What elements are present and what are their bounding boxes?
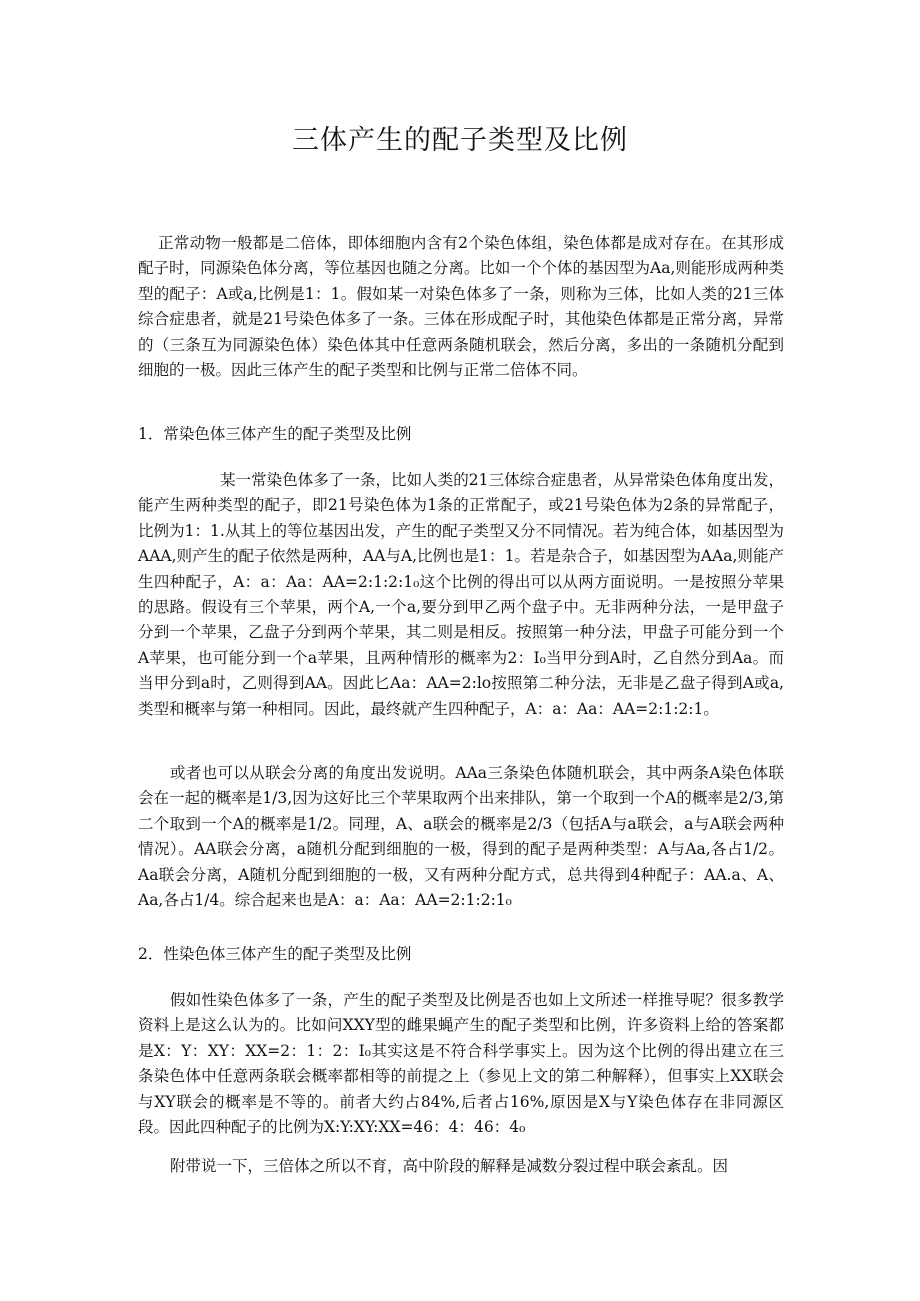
section-1-heading: 1．常染色体三体产生的配子类型及比例 bbox=[138, 425, 412, 443]
intro-paragraph: 正常动物一般都是二倍体，即体细胞内含有2个染色体组，染色体都是成对存在。在其形成配子时，同源染色体分离，等位基因也随之分离。比如一个个体的基因型为Aa,则能形成两种类型的配子：A或a,比例是1：1。假如某一对染色体多了一条，则称为三体，比如人类的21三体综合症患者，就是21号染色体多了一条。三体在形成配子时，其他染色体都是正常分离，异常的（三条互为同源染色体）染色体其中任意两条随机联会，然后分离，多出的一条随机分配到细胞的一极。因此三体产生的配子类型和比例与正常二倍体不同。 bbox=[138, 234, 784, 380]
section-1-paragraph-2: 或者也可以从联会分离的角度出发说明。AAa三条染色体随机联会，其中两条A染色体联会在一起的概率是1/3,因为这好比三个苹果取两个出来排队，第一个取到一个A的概率是2/3,第二个取到一个A的概率是1/2。同理，A、a联会的概率是2/3（包括A与a联会，a与A联会两种情况）。AA联会分离，a随机分配到细胞的一极，得到的配子是两种类型：A与Aa,各占1/2。Aa联会分离，A随机分配到细胞的一极，又有两种分配方式，总共得到4种配子：AA.a、A、Aa,各占1/4。综合起来也是A：a：Aa：AA=2:1:2:1₀ bbox=[138, 764, 784, 910]
section-1-paragraph-1: 某一常染色体多了一条，比如人类的21三体综合症患者，从异常染色体角度出发，能产生两种类型的配子，即21号染色体为1条的正常配子，或21号染色体为2条的异常配子，比例为1：1.从其上的等位基因出发，产生的配子类型又分不同情况。若为纯合体，如基因型为AAA,则产生的配子依然是两种，AA与A,比例也是1：1。若是杂合子，如基因型为AAa,则能产生四种配子，A：a：Aa：AA=2:1:2:1₀这个比例的得出可以从两方面说明。一是按照分苹果的思路。假设有三个苹果，两个A,一个a,要分到甲乙两个盘子中。无非两种分法，一是甲盘子分到一个苹果，乙盘子分到两个苹果，其二则是相反。按照第一种分法，甲盘子可能分到一个A苹果，也可能分到一个a苹果，且两种情形的概率为2：I₀当甲分到A时，乙自然分到Aa。而当甲分到a时，乙则得到AA。因此匕Aa：AA=2:lo按照第二种分法，无非是乙盘子得到A或a,类型和概率与第一种相同。因此，最终就产生四种配子，A：a：Aa：AA=2:1:2:1。 bbox=[138, 471, 784, 718]
section-2-heading: 2．性染色体三体产生的配子类型及比例 bbox=[138, 945, 412, 963]
document-title: 三体产生的配子类型及比例 bbox=[292, 125, 628, 156]
section-2-paragraph-2: 附带说一下，三倍体之所以不育，高中阶段的解释是减数分裂过程中联会紊乱。因 bbox=[170, 1157, 729, 1175]
section-2-paragraph-1: 假如性染色体多了一条，产生的配子类型及比例是否也如上文所述一样推导呢？很多教学资料上是这么认为的。比如问XXY型的雌果蝇产生的配子类型和比例，许多资料上给的答案都是X：Y：XY：XX=2：1：2：I₀其实这是不符合科学事实上。因为这个比例的得出建立在三条染色体中任意两条联会概率都相等的前提之上（参见上文的第二种解释），但事实上XX联会与XY联会的概率是不等的。前者大约占84%,后者占16%,原因是X与Y染色体存在非同源区段。因此四种配子的比例为X:Y:XY:XX=46：4：46：4₀ bbox=[138, 991, 784, 1137]
